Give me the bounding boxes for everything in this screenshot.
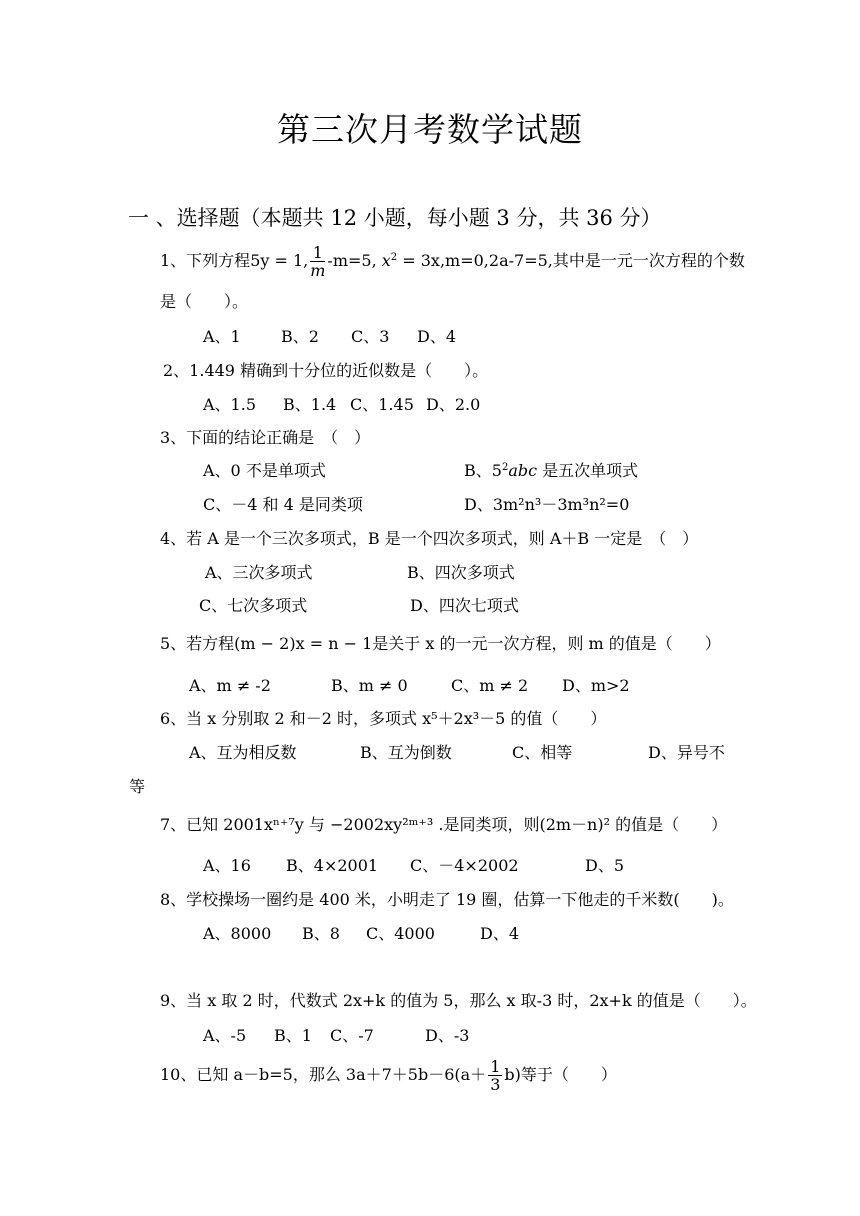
q7-option-d[interactable]: D、5 xyxy=(585,856,625,875)
q4-option-c[interactable]: C、七次多项式 xyxy=(199,596,308,615)
q8-option-b[interactable]: B、8 xyxy=(302,924,340,943)
q3-optb-pre: B、5 xyxy=(464,461,502,480)
question-10 xyxy=(160,1058,617,1093)
q5-options xyxy=(189,676,630,696)
q1-eq3-rest: = 3x xyxy=(397,251,440,270)
q5-option-d[interactable]: D、m>2 xyxy=(562,676,630,695)
q1-option-d[interactable]: D、4 xyxy=(417,327,457,346)
q5-option-a[interactable]: A、m ≠ -2 xyxy=(189,676,271,695)
q1-options xyxy=(203,327,456,347)
q9-option-d[interactable]: D、-3 xyxy=(425,1026,470,1045)
question-9: 9、当 x 取 2 时，代数式 2x+k 的值为 5，那么 x 取-3 时，2x+k 的值是（ ）。 xyxy=(160,991,757,1010)
q5-option-b[interactable]: B、m ≠ 0 xyxy=(331,676,408,695)
question-6: 6、当 x 分别取 2 和－2 时，多项式 x⁵＋2x³－5 的值（ ） xyxy=(160,709,607,728)
q3-optb-post: 是五次单项式 xyxy=(537,461,639,480)
q9-option-b[interactable]: B、1 xyxy=(274,1026,312,1045)
q3-optb-exp: 2 xyxy=(501,462,509,473)
q7-option-b[interactable]: B、4×2001 xyxy=(286,856,379,875)
q4-option-a[interactable]: A、三次多项式 xyxy=(205,563,313,582)
q3-option-a[interactable]: A、0 不是单项式 xyxy=(203,461,326,480)
q10-fraction xyxy=(488,1058,502,1093)
q1-frac-den: m xyxy=(310,261,326,280)
q9-option-c[interactable]: C、-7 xyxy=(330,1026,374,1045)
q7-options xyxy=(203,856,624,876)
page-title: 第三次月考数学试题 xyxy=(277,110,583,149)
question-5: 5、若方程(m − 2)x = n − 1是关于 x 的一元一次方程，则 m 的值是（ ） xyxy=(160,634,721,653)
q10-frac-den: 3 xyxy=(490,1075,501,1094)
q1-line2: 是（ ）。 xyxy=(160,292,249,311)
q5-option-c[interactable]: C、m ≠ 2 xyxy=(451,676,529,695)
q6-option-d[interactable]: D、异号不 xyxy=(648,743,725,762)
q6-option-c[interactable]: C、相等 xyxy=(512,743,573,762)
q1-eq1: 5y = 1, xyxy=(250,251,309,270)
q6-option-b[interactable]: B、互为倒数 xyxy=(360,743,452,762)
q9-options xyxy=(203,1026,469,1046)
question-8: 8、学校操场一圈约是 400 米，小明走了 19 圈，估算一下他走的千米数( )。 xyxy=(160,890,734,909)
q1-prefix: 1、下列方程 xyxy=(160,251,251,270)
q6-option-a[interactable]: A、互为相反数 xyxy=(189,743,297,762)
q3-option-d[interactable]: D、3m²n³－3m³n²=0 xyxy=(464,495,630,514)
q1-tail: ,m=0,2a-7=5,其中是一元一次方程的个数 xyxy=(439,251,745,270)
q8-option-c[interactable]: C、4000 xyxy=(366,924,435,943)
q3-optb-var: abc xyxy=(508,461,538,480)
q7-option-a[interactable]: A、16 xyxy=(203,856,251,875)
q1-eq3-exp: 2 xyxy=(390,252,398,263)
q1-option-b[interactable]: B、2 xyxy=(281,327,319,346)
q1-eq3-base: x xyxy=(381,251,391,270)
q4-option-b[interactable]: B、四次多项式 xyxy=(407,563,515,582)
q2-option-c[interactable]: C、1.45 xyxy=(350,395,414,414)
question-2: 2、1.449 精确到十分位的近似数是（ ）。 xyxy=(163,361,489,380)
q9-option-a[interactable]: A、-5 xyxy=(203,1026,247,1045)
question-4: 4、若 A 是一个三次多项式，B 是一个四次多项式，则 A＋B 一定是 （ ） xyxy=(160,529,699,548)
q8-option-d[interactable]: D、4 xyxy=(480,924,520,943)
q10-frac-num: 1 xyxy=(490,1057,501,1076)
q2-option-b[interactable]: B、1.4 xyxy=(283,395,337,414)
q8-option-a[interactable]: A、8000 xyxy=(203,924,272,943)
q4-option-d[interactable]: D、四次七项式 xyxy=(410,596,519,615)
question-3: 3、下面的结论正确是 （ ） xyxy=(160,428,371,447)
q1-option-a[interactable]: A、1 xyxy=(203,327,241,346)
q8-options xyxy=(203,924,519,944)
q6-options xyxy=(189,743,725,763)
q1-frac-num: 1 xyxy=(310,244,325,262)
q2-options xyxy=(203,395,480,415)
q1-eq2: -m=5, xyxy=(327,251,377,270)
q6-wrap: 等 xyxy=(129,777,146,796)
section-heading: 一 、选择题（本题共 12 小题，每小题 3 分，共 36 分） xyxy=(128,206,662,230)
q3-option-c[interactable]: C、－4 和 4 是同类项 xyxy=(203,495,363,514)
q1-fraction xyxy=(310,244,325,279)
question-1 xyxy=(160,244,745,279)
question-7: 7、已知 2001xⁿ⁺⁷y 与 −2002xy²ᵐ⁺³ .是同类项，则(2m－n)² 的值是（ ） xyxy=(160,815,728,834)
q10-post: b)等于（ ） xyxy=(504,1065,617,1084)
q10-pre: 10、已知 a－b=5，那么 3a＋7＋5b－6(a＋ xyxy=(160,1065,487,1084)
q2-option-a[interactable]: A、1.5 xyxy=(203,395,257,414)
q3-option-b[interactable] xyxy=(464,461,638,481)
q7-option-c[interactable]: C、－4×2002 xyxy=(410,856,519,875)
q1-option-c[interactable]: C、3 xyxy=(351,327,390,346)
q2-option-d[interactable]: D、2.0 xyxy=(426,395,481,414)
